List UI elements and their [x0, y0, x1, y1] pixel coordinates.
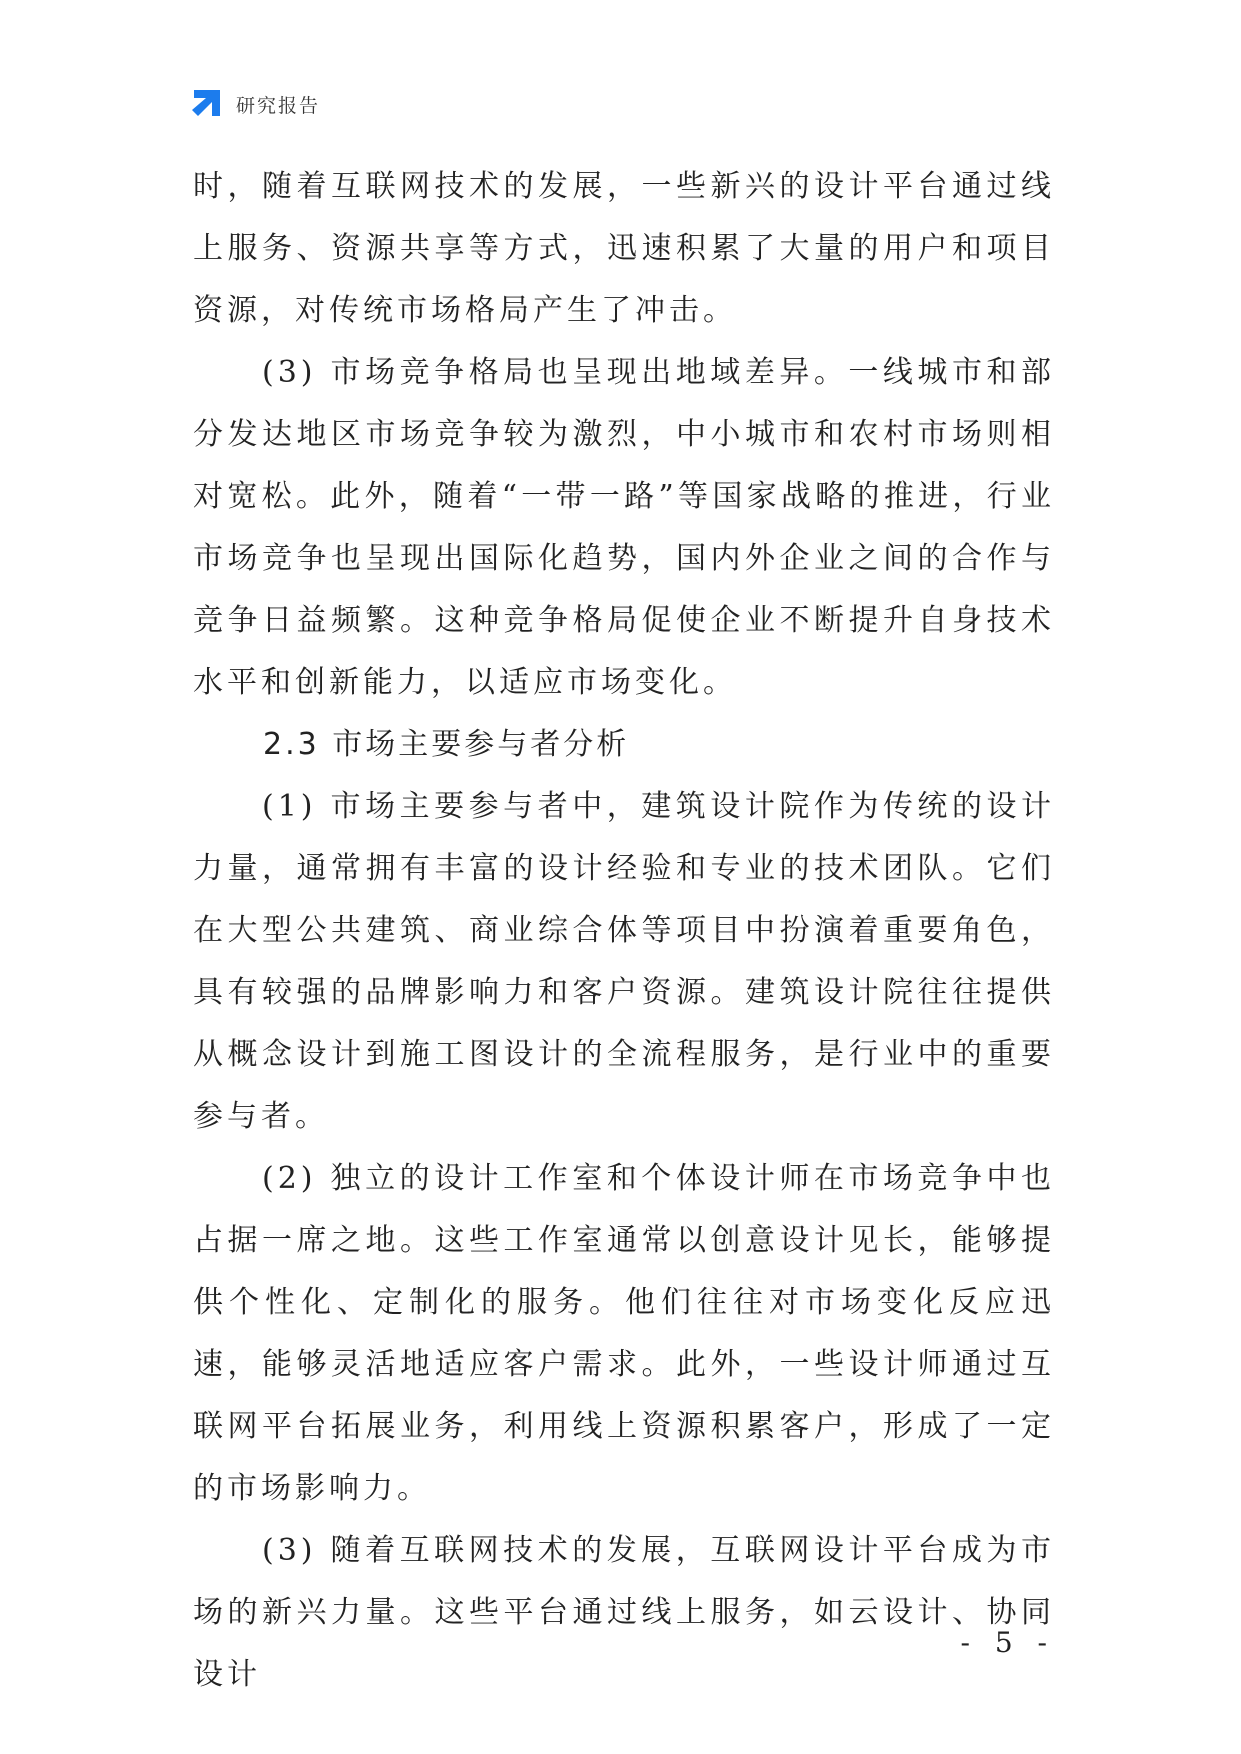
- paragraph-independent-studios: (2) 独立的设计工作室和个体设计师在市场竞争中也占据一席之地。这些工作室通常以创意设计见长，能够提供个性化、定制化的服务。他们往往对市场变化反应迅速，能够灵活地适应客户需求。此外，一些设计师通过互联网平台拓展业务，利用线上资源积累客户，形成了一定的市场影响力。: [193, 1161, 1055, 1506]
- paragraph-internet-platforms: (3) 随着互联网技术的发展，互联网设计平台成为市场的新兴力量。这些平台通过线上服务，如云设计、协同设计: [193, 1533, 1055, 1692]
- page-number: - 5 -: [960, 1626, 1055, 1659]
- document-body: [193, 156, 1055, 1706]
- report-header: [188, 86, 320, 122]
- paragraph-market-region: (3) 市场竞争格局也呈现出地域差异。一线城市和部分发达地区市场竞争较为激烈，中小城市和农村市场则相对宽松。此外，随着“一带一路”等国家战略的推进，行业市场竞争也呈现出国际化趋势，国内外企业之间的合作与竞争日益频繁。这种竞争格局促使企业不断提升自身技术水平和创新能力，以适应市场变化。: [193, 355, 1055, 700]
- paragraph-design-institutes: (1) 市场主要参与者中，建筑设计院作为传统的设计力量，通常拥有丰富的设计经验和专业的技术团队。它们在大型公共建筑、商业综合体等项目中扮演着重要角色，具有较强的品牌影响力和客户资源。建筑设计院往往提供从概念设计到施工图设计的全流程服务，是行业中的重要参与者。: [193, 789, 1055, 1134]
- paragraph-continuation: 时，随着互联网技术的发展，一些新兴的设计平台通过线上服务、资源共享等方式，迅速积累了大量的用户和项目资源，对传统市场格局产生了冲击。: [193, 169, 1055, 328]
- arrow-logo-icon: [188, 86, 224, 122]
- header-title: 研究报告: [236, 94, 321, 117]
- section-heading: 2.3 市场主要参与者分析: [263, 727, 630, 762]
